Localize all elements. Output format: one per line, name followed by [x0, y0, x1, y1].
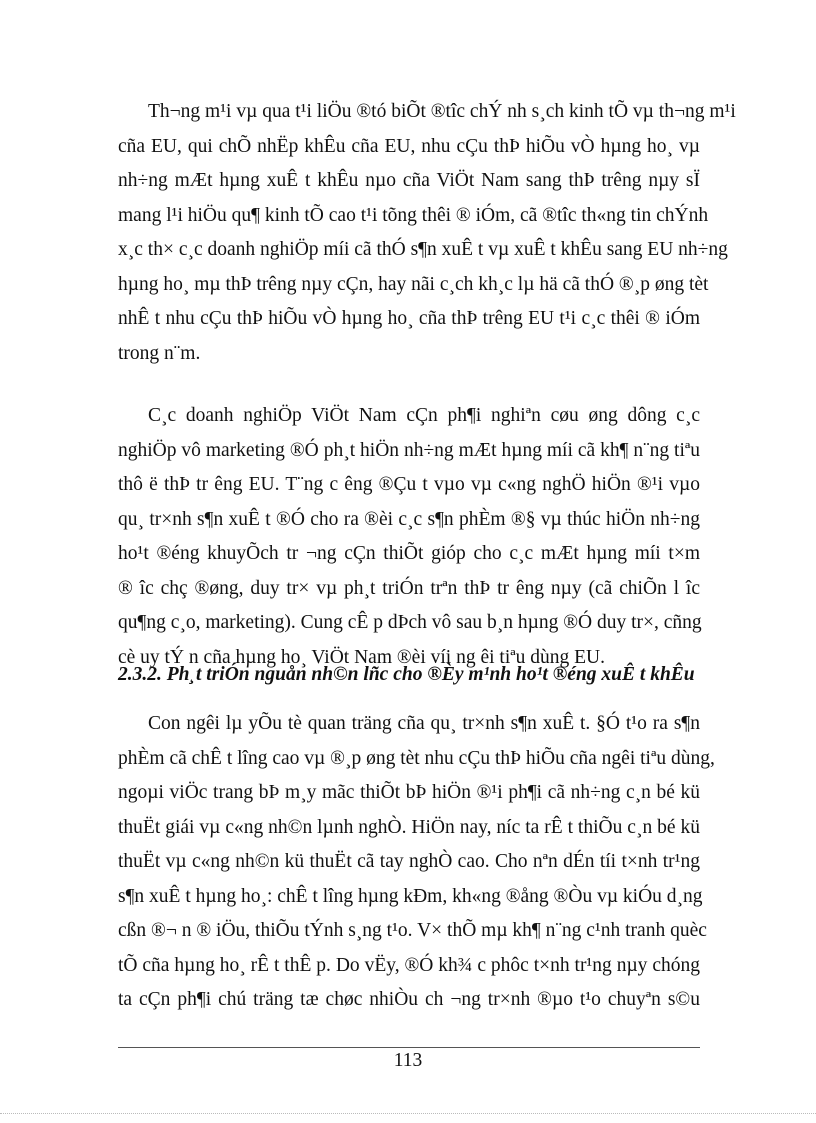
paragraph-line: phÈm cã chÊ t lîng cao vµ ®¸p øng tèt nhu cÇu thÞ hiÕu cña ngêi tiªu dùng, [118, 747, 715, 769]
paragraph-line: ® îc chç ®øng, duy tr× vµ ph¸t triÓn trªn thÞ tr êng nµy (cã chiÕn l îc [118, 577, 700, 599]
paragraph-line: mang l¹i hiÖu qu¶ kinh tÕ cao t¹i tõng thêi ® iÓm, cã ®tîc th«ng tin chÝnh [118, 204, 709, 226]
paragraph-line: s¶n xuÊ t hµng ho¸: chÊ t lîng hµng kÐm, kh«ng ®ång ®Òu vµ kiÓu d¸ng [118, 885, 703, 907]
footer-divider [118, 1047, 700, 1048]
paragraph-line: ho¹t ®éng khuyÕch tr ¬ng cÇn thiÕt gióp cho c¸c mÆt hµng míi t×m [118, 543, 700, 564]
paragraph-line: hµng ho¸ mµ thÞ trêng nµy cÇn, hay nãi c¸ch kh¸c lµ hä cã thÓ ®¸p øng tèt [118, 273, 709, 295]
paragraph-line: cè uy tÝ n cña hµng ho¸ ViÖt Nam ®èi víi ng êi tiªu dùng EU. [118, 646, 605, 668]
paragraph-line: tÕ cña hµng ho¸ rÊ t thÊ p. Do vËy, ®Ó kh¾ c phôc t×nh tr¹ng nµy chóng [118, 954, 700, 976]
paragraph-line: C¸c doanh nghiÖp ViÖt Nam cÇn ph¶i nghiªn cøu øng dông c¸c [148, 405, 700, 426]
paragraph-line: ta cÇn ph¶i chú träng tæ chøc nhiÒu ch ¬ng tr×nh ®µo t¹o chuyªn s©u [118, 989, 700, 1010]
paragraph-line: nghiÖp vô marketing ®Ó ph¸t hiÖn nh÷ng mÆt hµng míi cã kh¶ n¨ng tiªu [118, 439, 700, 461]
paragraph-line: cña EU, qui chÕ nhËp khÊu cña EU, nhu cÇu thÞ hiÕu vÒ hµng ho¸ vµ [118, 135, 700, 157]
paragraph-line: cßn ®¬ n ® iÖu, thiÕu tÝnh s¸ng t¹o. V× thÕ mµ kh¶ n¨ng c¹nh tranh quèc [118, 920, 707, 941]
paragraph-line: nhÊ t nhu cÇu thÞ hiÕu vÒ hµng ho¸ cña thÞ trêng EU t¹i c¸c thêi ® iÓm [118, 308, 700, 329]
paragraph-line: thuËt vµ c«ng nh©n kü thuËt cã tay nghÒ cao. Cho nªn dÉn tíi t×nh tr¹ng [118, 851, 700, 872]
paragraph-line: x¸c th× c¸c doanh nghiÖp míi cã thÓ s¶n xuÊ t vµ xuÊ t khÊu sang EU nh÷ng [118, 239, 728, 260]
paragraph-line: qu¶ng c¸o, marketing). Cung cÊ p dÞch vô sau b¸n hµng ®Ó duy tr×, cñng [118, 612, 702, 633]
paragraph-line: qu¸ tr×nh s¶n xuÊ t ®Ó cho ra ®èi c¸c s¶n phÈm ®§ vµ thúc hiÖn nh÷ng [118, 508, 700, 530]
paragraph-line: ngoµi viÖc trang bÞ m¸y mãc thiÕt bÞ hiÖn ®¹i ph¶i cã nh÷ng c¸n bé kü [118, 782, 700, 803]
paragraph-line: thuËt giái vµ c«ng nh©n lµnh nghÒ. HiÖn nay, níc ta rÊ t thiÕu c¸n bé kü [118, 816, 700, 838]
paragraph-line: Con ngêi lµ yÕu tè quan träng cña qu¸ tr×nh s¶n xuÊ t. §Ó t¹o ra s¶n [148, 713, 700, 734]
paragraph-line: nh÷ng mÆt hµng xuÊ t khÊu nµo cña ViÖt Nam sang thÞ trêng nµy sÏ [118, 170, 700, 191]
page-edge-divider [0, 1113, 816, 1115]
page-number: 113 [393, 1050, 423, 1071]
paragraph-line: thô ë thÞ tr êng EU. T¨ng c êng ®Çu t vµo vµ c«ng nghÖ hiÖn ®¹i vµo [118, 474, 700, 495]
paragraph-line: Th¬ng m¹i vµ qua t¹i liÖu ®tó biÕt ®tîc chÝ nh s¸ch kinh tÕ vµ th¬ng m¹i [148, 101, 736, 122]
section-heading: 2.3.2. Ph¸t triÓn nguån nh©n lñc cho ®Èy m¹nh ho¹t ®éng xuÊ t khÊu [118, 664, 695, 685]
paragraph-line: trong n¨m. [118, 342, 201, 364]
